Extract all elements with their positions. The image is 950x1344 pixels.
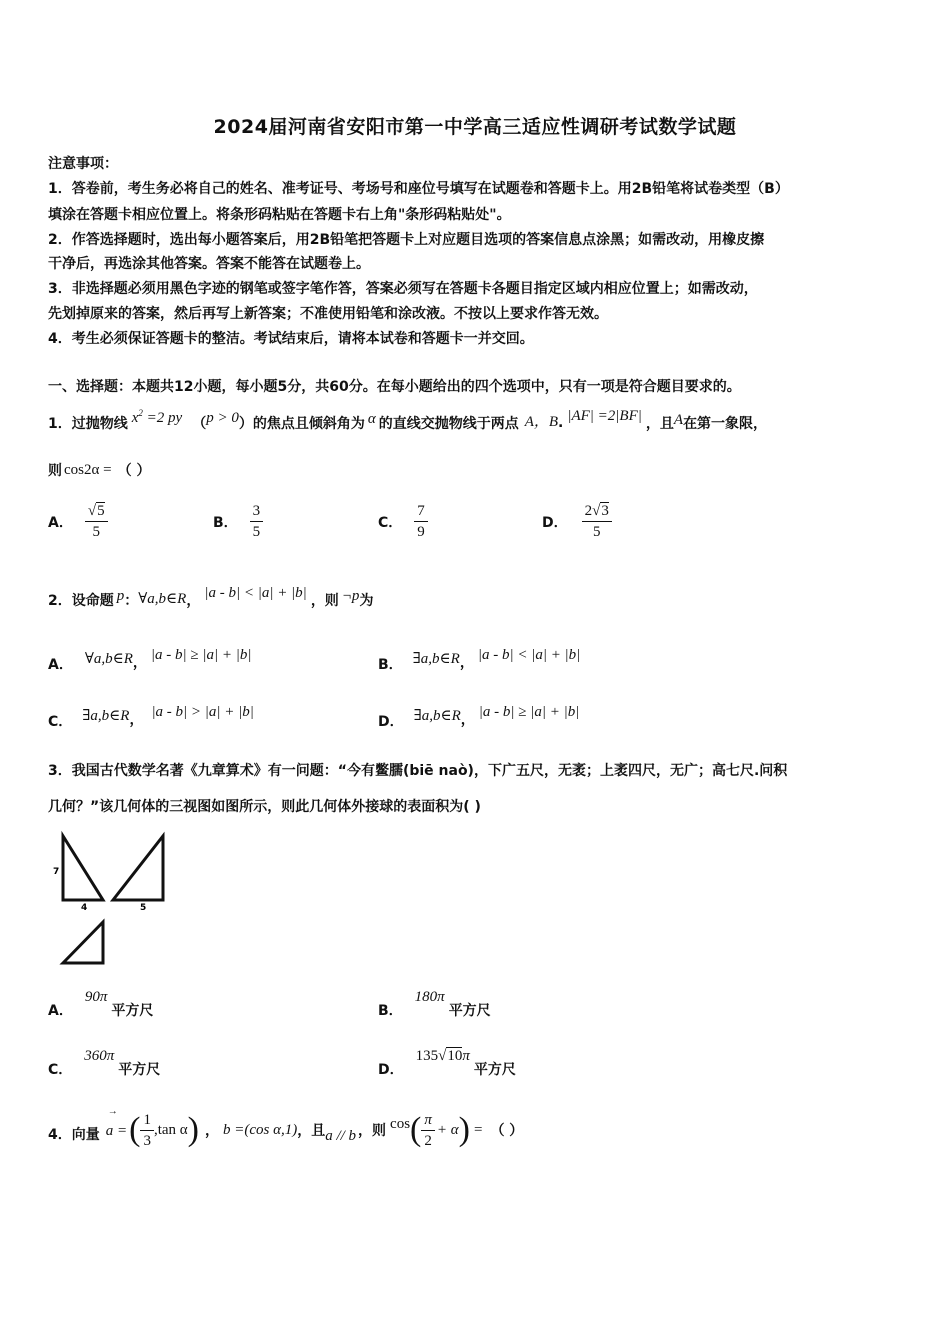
top-view-triangle bbox=[63, 922, 103, 963]
q3-text-line1: 3．我国古代数学名著《九章算术》有一问题：“今有鳖臑(biē naò)，下广五尺，无袤；上袤四尺，无广；高七尺.问积 bbox=[48, 763, 788, 779]
notice-line: 4．考生必须保证答题卡的整洁。考试结束后，请将本试卷和答题卡一并交回。 bbox=[48, 331, 534, 347]
option-label: B． bbox=[378, 657, 403, 673]
option-unit: 平方尺 bbox=[473, 1062, 516, 1078]
option-label: C． bbox=[48, 1062, 73, 1078]
q1-option-d[interactable] bbox=[542, 502, 612, 541]
q3-option-c[interactable] bbox=[48, 1047, 160, 1079]
q4-cos: cos bbox=[390, 1115, 411, 1132]
q1-condition: p > 0 bbox=[206, 409, 239, 426]
q3-text-line2: 几何？”该几何体的三视图如图所示，则此几何体外接球的表面积为( ) bbox=[48, 799, 481, 815]
notice-heading: 注意事项： bbox=[48, 156, 118, 172]
option-value: 135√10π bbox=[415, 1048, 470, 1064]
q2-text: ： bbox=[124, 593, 139, 609]
question-2 bbox=[48, 585, 373, 615]
option-value: 180π bbox=[414, 989, 445, 1005]
option-fraction: $\frac{7}{9}$ bbox=[414, 502, 428, 541]
q2-negation: ¬p bbox=[341, 587, 360, 604]
q4-answer-blank: （ ） bbox=[490, 1123, 524, 1139]
option-value: 360π bbox=[84, 1048, 115, 1064]
q2-text: 为 bbox=[359, 593, 374, 609]
figure-width-label: 5 bbox=[140, 903, 147, 913]
q2-text: 2．设命题 bbox=[48, 593, 114, 609]
q4-parallel: a // b bbox=[325, 1127, 357, 1144]
option-label: A． bbox=[48, 657, 73, 673]
option-comma: ， bbox=[460, 712, 475, 728]
notice-line: 先划掉原来的答案，然后再写上新答案；不准使用铅笔和涂改液。不按以上要求作答无效。 bbox=[48, 306, 608, 322]
q2-quantifier: ∀a,b∈R bbox=[138, 590, 187, 607]
option-unit: 平方尺 bbox=[448, 1003, 491, 1019]
option-comma: ， bbox=[459, 655, 474, 671]
q1-option-a[interactable] bbox=[48, 502, 108, 541]
option-quantifier: ∀a,b∈R bbox=[84, 650, 133, 667]
option-quantifier: ∃a,b∈R bbox=[412, 650, 460, 667]
option-comma: ， bbox=[132, 655, 147, 671]
q3-option-d[interactable] bbox=[378, 1047, 516, 1079]
q1-option-c[interactable] bbox=[378, 502, 428, 541]
q1-option-b[interactable] bbox=[213, 502, 263, 541]
option-expression: |a - b| > |a| + |b| bbox=[151, 703, 254, 720]
q1-text: 1．过抛物线 bbox=[48, 416, 128, 432]
notice-line: 2．作答选择题时，选出每小题答案后，用2B铅笔把答题卡上对应题目选项的答案信息点涂黑；如需改动，用橡皮擦 bbox=[48, 232, 765, 248]
notice-line: 1．答卷前，考生务必将自己的姓名、准考证号、考场号和座位号填写在试题卷和答题卡上。用2B铅笔将试卷类型（B） bbox=[48, 181, 789, 197]
option-label: D． bbox=[378, 1062, 404, 1078]
q3-option-b[interactable] bbox=[378, 988, 491, 1020]
q1-text: . bbox=[558, 415, 564, 431]
side-view-triangle bbox=[113, 836, 163, 900]
q1-text: 的直线交抛物线于两点 bbox=[378, 416, 519, 432]
q1-parabola-equation: $x^2 =2$ py bbox=[131, 407, 183, 426]
page-title: 2024届河南省安阳市第一中学高三适应性调研考试数学试题 bbox=[213, 116, 737, 138]
option-quantifier: ∃a,b∈R bbox=[82, 707, 130, 724]
notice-line: 3．非选择题必须用黑色字迹的钢笔或签字笔作答，答案必须写在答题卡各题目指定区域内相应位置上；如需改动， bbox=[48, 281, 758, 297]
option-fraction: $\frac{2√3}{5}$ bbox=[582, 502, 612, 541]
option-quantifier: ∃a,b∈R bbox=[413, 707, 461, 724]
question-1-ask bbox=[48, 460, 150, 480]
q4-text: ，且 bbox=[297, 1123, 326, 1139]
q4-text: ，则 bbox=[358, 1123, 387, 1139]
q2-option-d[interactable] bbox=[378, 700, 579, 730]
q4-text: 4．向量 bbox=[48, 1127, 100, 1143]
q2-text: ，则 bbox=[310, 593, 339, 609]
q3-option-a[interactable] bbox=[48, 988, 153, 1020]
option-label: A． bbox=[48, 1003, 73, 1019]
q2-option-b[interactable] bbox=[378, 643, 580, 673]
q2-option-c[interactable] bbox=[48, 700, 254, 730]
q2-option-a[interactable] bbox=[48, 643, 252, 673]
question-4: 4．向量 → a = ( $\frac{1}{3}$ ,tan α ) ， b =(cos α,1) ，且 a // b ，则 cos ( $\frac{\pi}{2}$ + α ) = （ ） bbox=[48, 1106, 524, 1149]
option-value: 90π bbox=[84, 989, 108, 1005]
q1-point-a: A bbox=[673, 411, 684, 428]
section-heading: 一、选择题：本题共12小题，每小题5分，共60分。在每小题给出的四个选项中，只有一项是符合题目要求的。 bbox=[48, 379, 741, 395]
q2-proposition: p bbox=[116, 587, 125, 604]
notice-line: 填涂在答题卡相应位置上。将条形码粘贴在答题卡右上角"条形码粘贴处"。 bbox=[48, 207, 511, 223]
q2-text: ， bbox=[186, 593, 201, 609]
option-label: C． bbox=[378, 514, 403, 531]
q1-ratio: |AF| =2|BF| bbox=[567, 407, 642, 424]
vector-arrow-icon: → bbox=[107, 1106, 118, 1117]
option-expression: |a - b| ≥ |a| + |b| bbox=[150, 646, 252, 663]
q4-text: ， bbox=[204, 1123, 219, 1139]
option-label: B． bbox=[378, 1003, 403, 1019]
option-fraction: $\frac{3}{5}$ bbox=[250, 502, 264, 541]
q4-equals: = bbox=[473, 1121, 483, 1138]
option-fraction: $\frac{√5}{5}$ bbox=[85, 502, 108, 541]
q1-answer-blank: （ ） bbox=[117, 463, 151, 479]
q4-tan: ,tan α bbox=[153, 1121, 188, 1138]
three-view-figure bbox=[48, 830, 178, 970]
option-expression: |a - b| ≥ |a| + |b| bbox=[478, 703, 580, 720]
q4-fraction: $\frac{1}{3}$ bbox=[140, 1111, 154, 1150]
q1-points: A，B bbox=[524, 413, 559, 430]
question-1 bbox=[48, 406, 767, 440]
q1-text: ，且 bbox=[645, 416, 674, 432]
q2-inequality: |a - b| < |a| + |b| bbox=[204, 584, 307, 601]
figure-width-label: 4 bbox=[81, 903, 88, 913]
option-label: D． bbox=[378, 714, 404, 730]
q4-vector-a: → a = bbox=[105, 1106, 128, 1139]
option-label: B． bbox=[213, 514, 238, 531]
option-unit: 平方尺 bbox=[111, 1003, 154, 1019]
q4-vector-b: b =(cos α,1) bbox=[222, 1121, 298, 1138]
notice-line: 干净后，再选涂其他答案。答案不能答在试题卷上。 bbox=[48, 256, 370, 272]
option-expression: |a - b| < |a| + |b| bbox=[477, 646, 581, 663]
option-label: D． bbox=[542, 514, 568, 531]
q1-text: （ bbox=[192, 416, 207, 432]
figure-height-label: 7 bbox=[53, 867, 60, 877]
q1-target: cos2α = bbox=[64, 461, 112, 478]
q1-angle: α bbox=[367, 410, 376, 427]
option-label: C． bbox=[48, 714, 73, 730]
q1-text: 则 bbox=[48, 463, 62, 479]
front-view-triangle bbox=[63, 836, 103, 900]
option-comma: ， bbox=[129, 712, 144, 728]
option-label: A． bbox=[48, 514, 73, 531]
q1-text: 在第一象限， bbox=[683, 416, 768, 432]
q1-text: ）的焦点且倾斜角为 bbox=[238, 416, 365, 432]
q4-plus-alpha: + α bbox=[436, 1121, 459, 1138]
q4-pi-fraction: $\frac{\pi}{2}$ bbox=[421, 1111, 435, 1150]
option-unit: 平方尺 bbox=[118, 1062, 161, 1078]
